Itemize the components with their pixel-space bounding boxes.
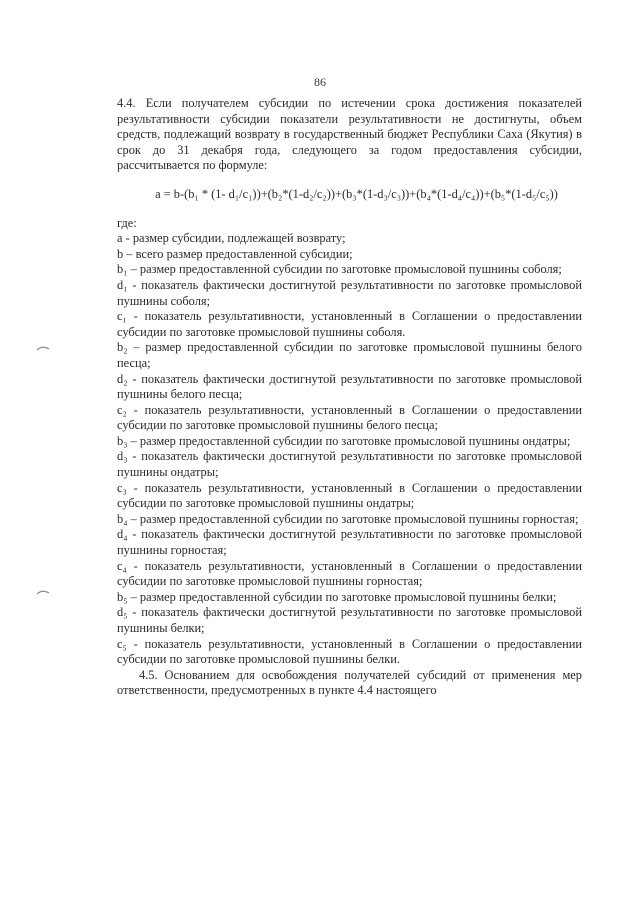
where-label: где: — [117, 215, 137, 230]
margin-mark — [36, 344, 50, 352]
definition-item: b₂ – размер предоставленной субсидии по заготовке промысловой пушнины белого песца; — [117, 340, 582, 370]
definition-item: b₃ – размер предоставленной субсидии по заготовке промысловой пушнины ондатры; — [117, 433, 571, 448]
definition-item: b – всего размер предоставленной субсидии; — [117, 246, 353, 261]
definitions-list — [117, 231, 582, 668]
definition-item: d₁ - показатель фактически достигнутой результативности по заготовке промысловой пушнины соболя; — [117, 277, 582, 308]
definition-item: d₅ - показатель фактически достигнутой результативности по заготовке промысловой пушнины белки; — [117, 605, 582, 635]
paragraph-4-4: 4.4. Если получателем субсидии по истечении срока достижения показателей результативности субсидии показатели результативности не достигнуты, объем средств, подлежащий возврату в государственный бюджет Республики Саха (Якутия) в срок до 31 декабря года, следующего за годом предоставления субсидии, рассчитывается по формуле: — [117, 96, 582, 173]
definition-item: b₁ – размер предоставленной субсидии по заготовке промысловой пушнины соболя; — [117, 262, 562, 277]
definition-item: c₅ - показатель результативности, установленный в Соглашении о предоставлении субсидии по заготовке промысловой пушнины белки. — [117, 636, 582, 667]
definition-item: c₁ - показатель результативности, установленный в Соглашении о предоставлении субсидии по заготовке промысловой пушнины соболя. — [117, 309, 582, 339]
definition-item: a - размер субсидии, подлежащей возврату; — [117, 231, 346, 246]
page-number: 86 — [314, 75, 326, 89]
document-body — [117, 96, 582, 699]
return-formula: a = b-(b₁ * (1- d₁/c₁))+(b₂*(1-d₂/c₂))+(b₃*(1-d₃/c₃))+(b₄*(1-d₄/c₄))+(b₅*(1-d₅/c₅)) — [155, 186, 558, 201]
definition-item: b₄ – размер предоставленной субсидии по заготовке промысловой пушнины горностая; — [117, 511, 579, 526]
definition-item: c₃ - показатель результативности, установленный в Соглашении о предоставлении субсидии по заготовке промысловой пушнины ондатры; — [117, 480, 582, 511]
definition-item: c₂ - показатель результативности, установленный в Соглашении о предоставлении субсидии по заготовке промысловой пушнины белого песца; — [117, 402, 582, 433]
definition-item: d₄ - показатель фактически достигнутой результативности по заготовке промысловой пушнины горностая; — [117, 527, 582, 558]
definition-item: d₃ - показатель фактически достигнутой результативности по заготовке промысловой пушнины ондатры; — [117, 449, 582, 480]
definition-item: b₅ – размер предоставленной субсидии по заготовке промысловой пушнины белки; — [117, 589, 557, 604]
definition-item: d₂ - показатель фактически достигнутой результативности по заготовке промысловой пушнины белого песца; — [117, 371, 582, 402]
definition-item: c₄ - показатель результативности, установленный в Соглашении о предоставлении субсидии по заготовке промысловой пушнины горностая; — [117, 558, 582, 589]
paragraph-4-5: 4.5. Основанием для освобождения получателей субсидий от применения мер ответственности, предусмотренных в пункте 4.4 настоящего — [117, 667, 582, 698]
margin-mark — [36, 588, 50, 596]
